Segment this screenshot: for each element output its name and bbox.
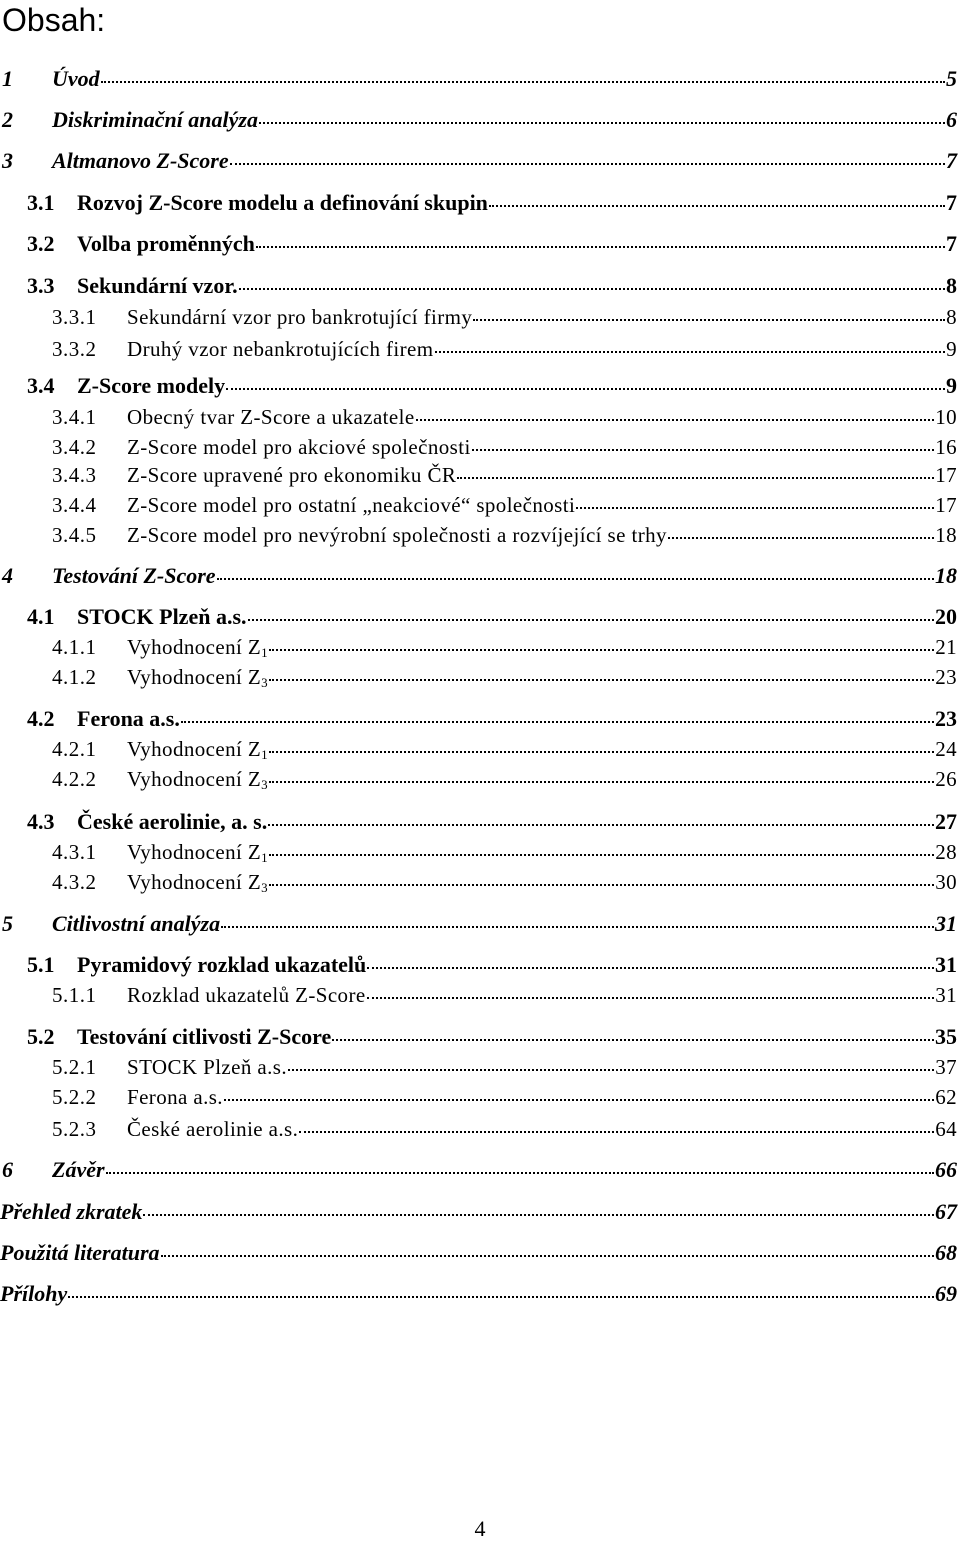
toc-leader-dots — [457, 477, 934, 479]
toc-leader-dots — [416, 419, 935, 421]
toc-entry-number: 3.3.2 — [52, 337, 97, 361]
toc-entry-page: 31 — [935, 983, 957, 1007]
toc-entry-page: 9 — [946, 337, 957, 361]
toc-entry-number: 5.2.2 — [52, 1085, 97, 1109]
toc-entry-title: Z-Score model pro ostatní „neakciové“ společnosti — [127, 493, 576, 517]
toc-entry[interactable] — [0, 1240, 957, 1268]
toc-entry[interactable] — [0, 952, 957, 980]
toc-entry-number: 5.1 — [27, 952, 55, 977]
toc-entry-title: Z-Score model pro nevýrobní společnosti a rozvíjející se trhy — [127, 523, 667, 547]
toc-entry-title: Obecný tvar Z-Score a ukazatele — [127, 405, 415, 429]
toc-entry-page: 18 — [935, 563, 957, 588]
toc-entry-number: 4.2 — [27, 706, 55, 731]
toc-entry[interactable] — [0, 373, 957, 401]
toc-entry-number: 3.4.4 — [52, 493, 97, 517]
toc-entry[interactable] — [0, 665, 957, 693]
toc-entry-title: Pyramidový rozklad ukazatelů — [77, 952, 367, 977]
toc-entry-title: Ferona a.s. — [127, 1085, 223, 1109]
toc-entry[interactable] — [0, 305, 957, 333]
toc-entry-title: Volba proměnných — [77, 231, 255, 256]
toc-leader-dots — [239, 288, 945, 290]
toc-entry-page: 18 — [935, 523, 957, 547]
toc-entry-number: 3.3.1 — [52, 305, 97, 329]
toc-entry-title: Vyhodnocení $Z_1$ — [127, 840, 268, 865]
toc-leader-dots — [489, 205, 945, 207]
toc-entry[interactable] — [0, 523, 957, 551]
toc-entry[interactable] — [0, 1085, 957, 1113]
toc-entry-subscript: 3 — [261, 880, 268, 895]
toc-leader-dots — [473, 319, 945, 321]
toc-entry[interactable] — [0, 337, 957, 365]
toc-entry-number: 4.2.2 — [52, 767, 97, 791]
toc-leader-dots — [269, 884, 934, 886]
toc-entry-title: Přehled zkratek — [0, 1199, 143, 1224]
toc-entry[interactable] — [0, 737, 957, 765]
toc-entry-page: 17 — [935, 463, 957, 487]
toc-entry-number: 3.2 — [27, 231, 55, 256]
toc-entry-page: 35 — [935, 1024, 957, 1049]
toc-entry-page: 37 — [935, 1055, 957, 1079]
toc-leader-dots — [256, 246, 945, 248]
toc-entry[interactable] — [0, 435, 957, 463]
toc-entry-title: Druhý vzor nebankrotujících firem — [127, 337, 434, 361]
toc-entry-title: Závěr — [52, 1157, 105, 1182]
toc-entry-page: 67 — [935, 1199, 957, 1224]
toc-entry[interactable] — [0, 405, 957, 433]
toc-leader-dots — [101, 81, 945, 83]
toc-entry-number: 4.3 — [27, 809, 55, 834]
toc-entry-number: 5.2.1 — [52, 1055, 97, 1079]
toc-entry-page: 30 — [935, 870, 957, 894]
toc-entry-page: 69 — [935, 1281, 957, 1306]
toc-entry-title: České aerolinie a.s. — [127, 1117, 299, 1141]
page-number: 4 — [474, 1516, 486, 1541]
toc-entry-number: 5.2 — [27, 1024, 55, 1049]
toc-entry-page: 68 — [935, 1240, 957, 1265]
toc-entry-number: 4.3.2 — [52, 870, 97, 894]
toc-leader-dots — [248, 619, 934, 621]
toc-leader-dots — [221, 926, 934, 928]
toc-leader-dots — [472, 449, 934, 451]
toc-leader-dots — [68, 1296, 934, 1298]
toc-entry-title: Testování citlivosti Z-Score — [77, 1024, 332, 1049]
toc-entry-number: 3.4.1 — [52, 405, 97, 429]
toc-entry-title: Vyhodnocení $Z_3$ — [127, 870, 268, 895]
toc-entry[interactable] — [0, 635, 957, 663]
toc-entry-title: Citlivostní analýza — [52, 911, 221, 936]
toc-entry-subscript: 3 — [261, 777, 268, 792]
toc-entry-title: Z-Score modely — [77, 373, 226, 398]
toc-leader-dots — [269, 781, 934, 783]
toc-entry-title: Přílohy — [0, 1281, 68, 1306]
toc-leader-dots — [668, 537, 934, 539]
toc-leader-dots — [299, 1131, 934, 1133]
toc-entry[interactable] — [0, 107, 957, 135]
toc-entry-title: STOCK Plzeň a.s. — [77, 604, 247, 629]
toc-entry-page: 8 — [946, 305, 957, 329]
toc-entry-page: 31 — [935, 952, 957, 977]
toc-entry-title: Testování Z-Score — [52, 563, 216, 588]
toc-entry[interactable] — [0, 604, 957, 632]
toc-leader-dots — [367, 967, 934, 969]
toc-leader-dots — [230, 163, 945, 165]
toc-entry-subscript: 3 — [261, 675, 268, 690]
toc-entry-title: Vyhodnocení $Z_3$ — [127, 767, 268, 792]
toc-entry-page: 7 — [946, 148, 957, 173]
toc-entry-page: 23 — [935, 706, 957, 731]
toc-entry-number: 3.4 — [27, 373, 55, 398]
toc-leader-dots — [226, 388, 945, 390]
toc-leader-dots — [106, 1172, 934, 1174]
toc-entry[interactable] — [0, 983, 957, 1011]
toc-entry-number: 6 — [2, 1157, 13, 1182]
toc-entry[interactable] — [0, 148, 957, 176]
toc-entry-number: 4 — [2, 563, 13, 588]
toc-entry-title: Z-Score model pro akciové společnosti — [127, 435, 471, 459]
toc-entry-number: 5.2.3 — [52, 1117, 97, 1141]
toc-entry-title: Použitá literatura — [0, 1240, 160, 1265]
toc-entry-number: 3.1 — [27, 190, 55, 215]
toc-leader-dots — [269, 854, 934, 856]
toc-entry-number: 4.2.1 — [52, 737, 97, 761]
toc-entry[interactable] — [0, 66, 957, 94]
toc-entry-title: Ferona a.s. — [77, 706, 180, 731]
toc-entry-page: 8 — [946, 273, 957, 298]
toc-leader-dots — [161, 1255, 934, 1257]
toc-entry-page: 23 — [935, 665, 957, 689]
toc-leader-dots — [288, 1069, 934, 1071]
toc-leader-dots — [576, 507, 934, 509]
toc-entry-page: 62 — [935, 1085, 957, 1109]
toc-entry-number: 3.3 — [27, 273, 55, 298]
toc-entry-page: 26 — [935, 767, 957, 791]
toc-entry[interactable] — [0, 911, 957, 939]
toc-entry[interactable] — [0, 190, 957, 218]
toc-entry[interactable] — [0, 231, 957, 259]
toc-entry-number: 5 — [2, 911, 13, 936]
toc-entry[interactable] — [0, 493, 957, 521]
toc-entry-number: 3.4.3 — [52, 463, 97, 487]
toc-entry-page: 24 — [935, 737, 957, 761]
toc-entry-title: Úvod — [52, 66, 100, 91]
toc-leader-dots — [367, 997, 935, 999]
toc-leader-dots — [259, 122, 945, 124]
toc-entry[interactable] — [0, 840, 957, 868]
toc-entry-title: Altmanovo Z-Score — [52, 148, 229, 173]
toc-entry-page: 16 — [935, 435, 957, 459]
toc-entry-subscript: 1 — [261, 747, 268, 762]
toc-entry-page: 21 — [935, 635, 957, 659]
toc-entry-number: 1 — [2, 66, 13, 91]
toc-entry-page: 27 — [935, 809, 957, 834]
toc-entry-number: 2 — [2, 107, 13, 132]
toc-leader-dots — [181, 721, 934, 723]
toc-entry[interactable] — [0, 273, 957, 301]
toc-leader-dots — [268, 824, 934, 826]
toc-entry-title: Rozvoj Z-Score modelu a definování skupin — [77, 190, 488, 215]
toc-entry-number: 3 — [2, 148, 13, 173]
toc-entry-title: Sekundární vzor pro bankrotující firmy — [127, 305, 473, 329]
toc-entry-title: České aerolinie, a. s. — [77, 809, 268, 834]
toc-entry[interactable] — [0, 1281, 957, 1309]
toc-entry-number: 4.3.1 — [52, 840, 97, 864]
toc-entry[interactable] — [0, 463, 957, 491]
toc-entry-page: 28 — [935, 840, 957, 864]
toc-entry-number: 4.1.2 — [52, 665, 97, 689]
toc-entry-page: 20 — [935, 604, 957, 629]
toc-entry[interactable] — [0, 870, 957, 898]
toc-entry-title: STOCK Plzeň a.s. — [127, 1055, 288, 1079]
page-title: Obsah: — [2, 2, 106, 38]
toc-entry[interactable] — [0, 1157, 957, 1185]
toc-entry-page: 5 — [946, 66, 957, 91]
toc-leader-dots — [224, 1099, 934, 1101]
toc-entry-title: Rozklad ukazatelů Z-Score — [127, 983, 366, 1007]
toc-entry-number: 3.4.2 — [52, 435, 97, 459]
toc-entry-page: 10 — [935, 405, 957, 429]
toc-entry-page: 64 — [935, 1117, 957, 1141]
toc-entry-page: 6 — [946, 107, 957, 132]
toc-entry[interactable] — [0, 563, 957, 591]
toc-entry-page: 17 — [935, 493, 957, 517]
toc-entry-page: 7 — [946, 231, 957, 256]
toc-entry-title: Diskriminační analýza — [52, 107, 258, 132]
toc-entry-title: Z-Score upravené pro ekonomiku ČR — [127, 463, 457, 487]
toc-entry-number: 4.1.1 — [52, 635, 97, 659]
toc-entry-title: Vyhodnocení $Z_3$ — [127, 665, 268, 690]
toc-entry[interactable] — [0, 1199, 957, 1227]
toc-entry[interactable] — [0, 767, 957, 795]
toc-entry-page: 66 — [935, 1157, 957, 1182]
toc-entry[interactable] — [0, 1117, 957, 1145]
toc-leader-dots — [332, 1039, 934, 1041]
toc-leader-dots — [269, 649, 934, 651]
toc-leader-dots — [143, 1214, 934, 1216]
toc-entry-title: Vyhodnocení $Z_1$ — [127, 737, 268, 762]
toc-entry-page: 31 — [935, 911, 957, 936]
toc-entry-page: 7 — [946, 190, 957, 215]
toc-entry-number: 3.4.5 — [52, 523, 97, 547]
toc-entry-title: Sekundární vzor. — [77, 273, 238, 298]
toc-entry-subscript: 1 — [261, 850, 268, 865]
toc-entry[interactable] — [0, 706, 957, 734]
toc-entry-page: 9 — [946, 373, 957, 398]
toc-entry-title: Vyhodnocení $Z_1$ — [127, 635, 268, 660]
toc-leader-dots — [217, 578, 934, 580]
toc-entry-subscript: 1 — [261, 645, 268, 660]
toc-leader-dots — [269, 751, 934, 753]
toc-entry-number: 5.1.1 — [52, 983, 97, 1007]
toc-leader-dots — [269, 679, 934, 681]
toc-entry-number: 4.1 — [27, 604, 55, 629]
toc-leader-dots — [435, 351, 946, 353]
toc-entry[interactable] — [0, 1024, 957, 1052]
toc-entry[interactable] — [0, 1055, 957, 1083]
toc-entry[interactable] — [0, 809, 957, 837]
